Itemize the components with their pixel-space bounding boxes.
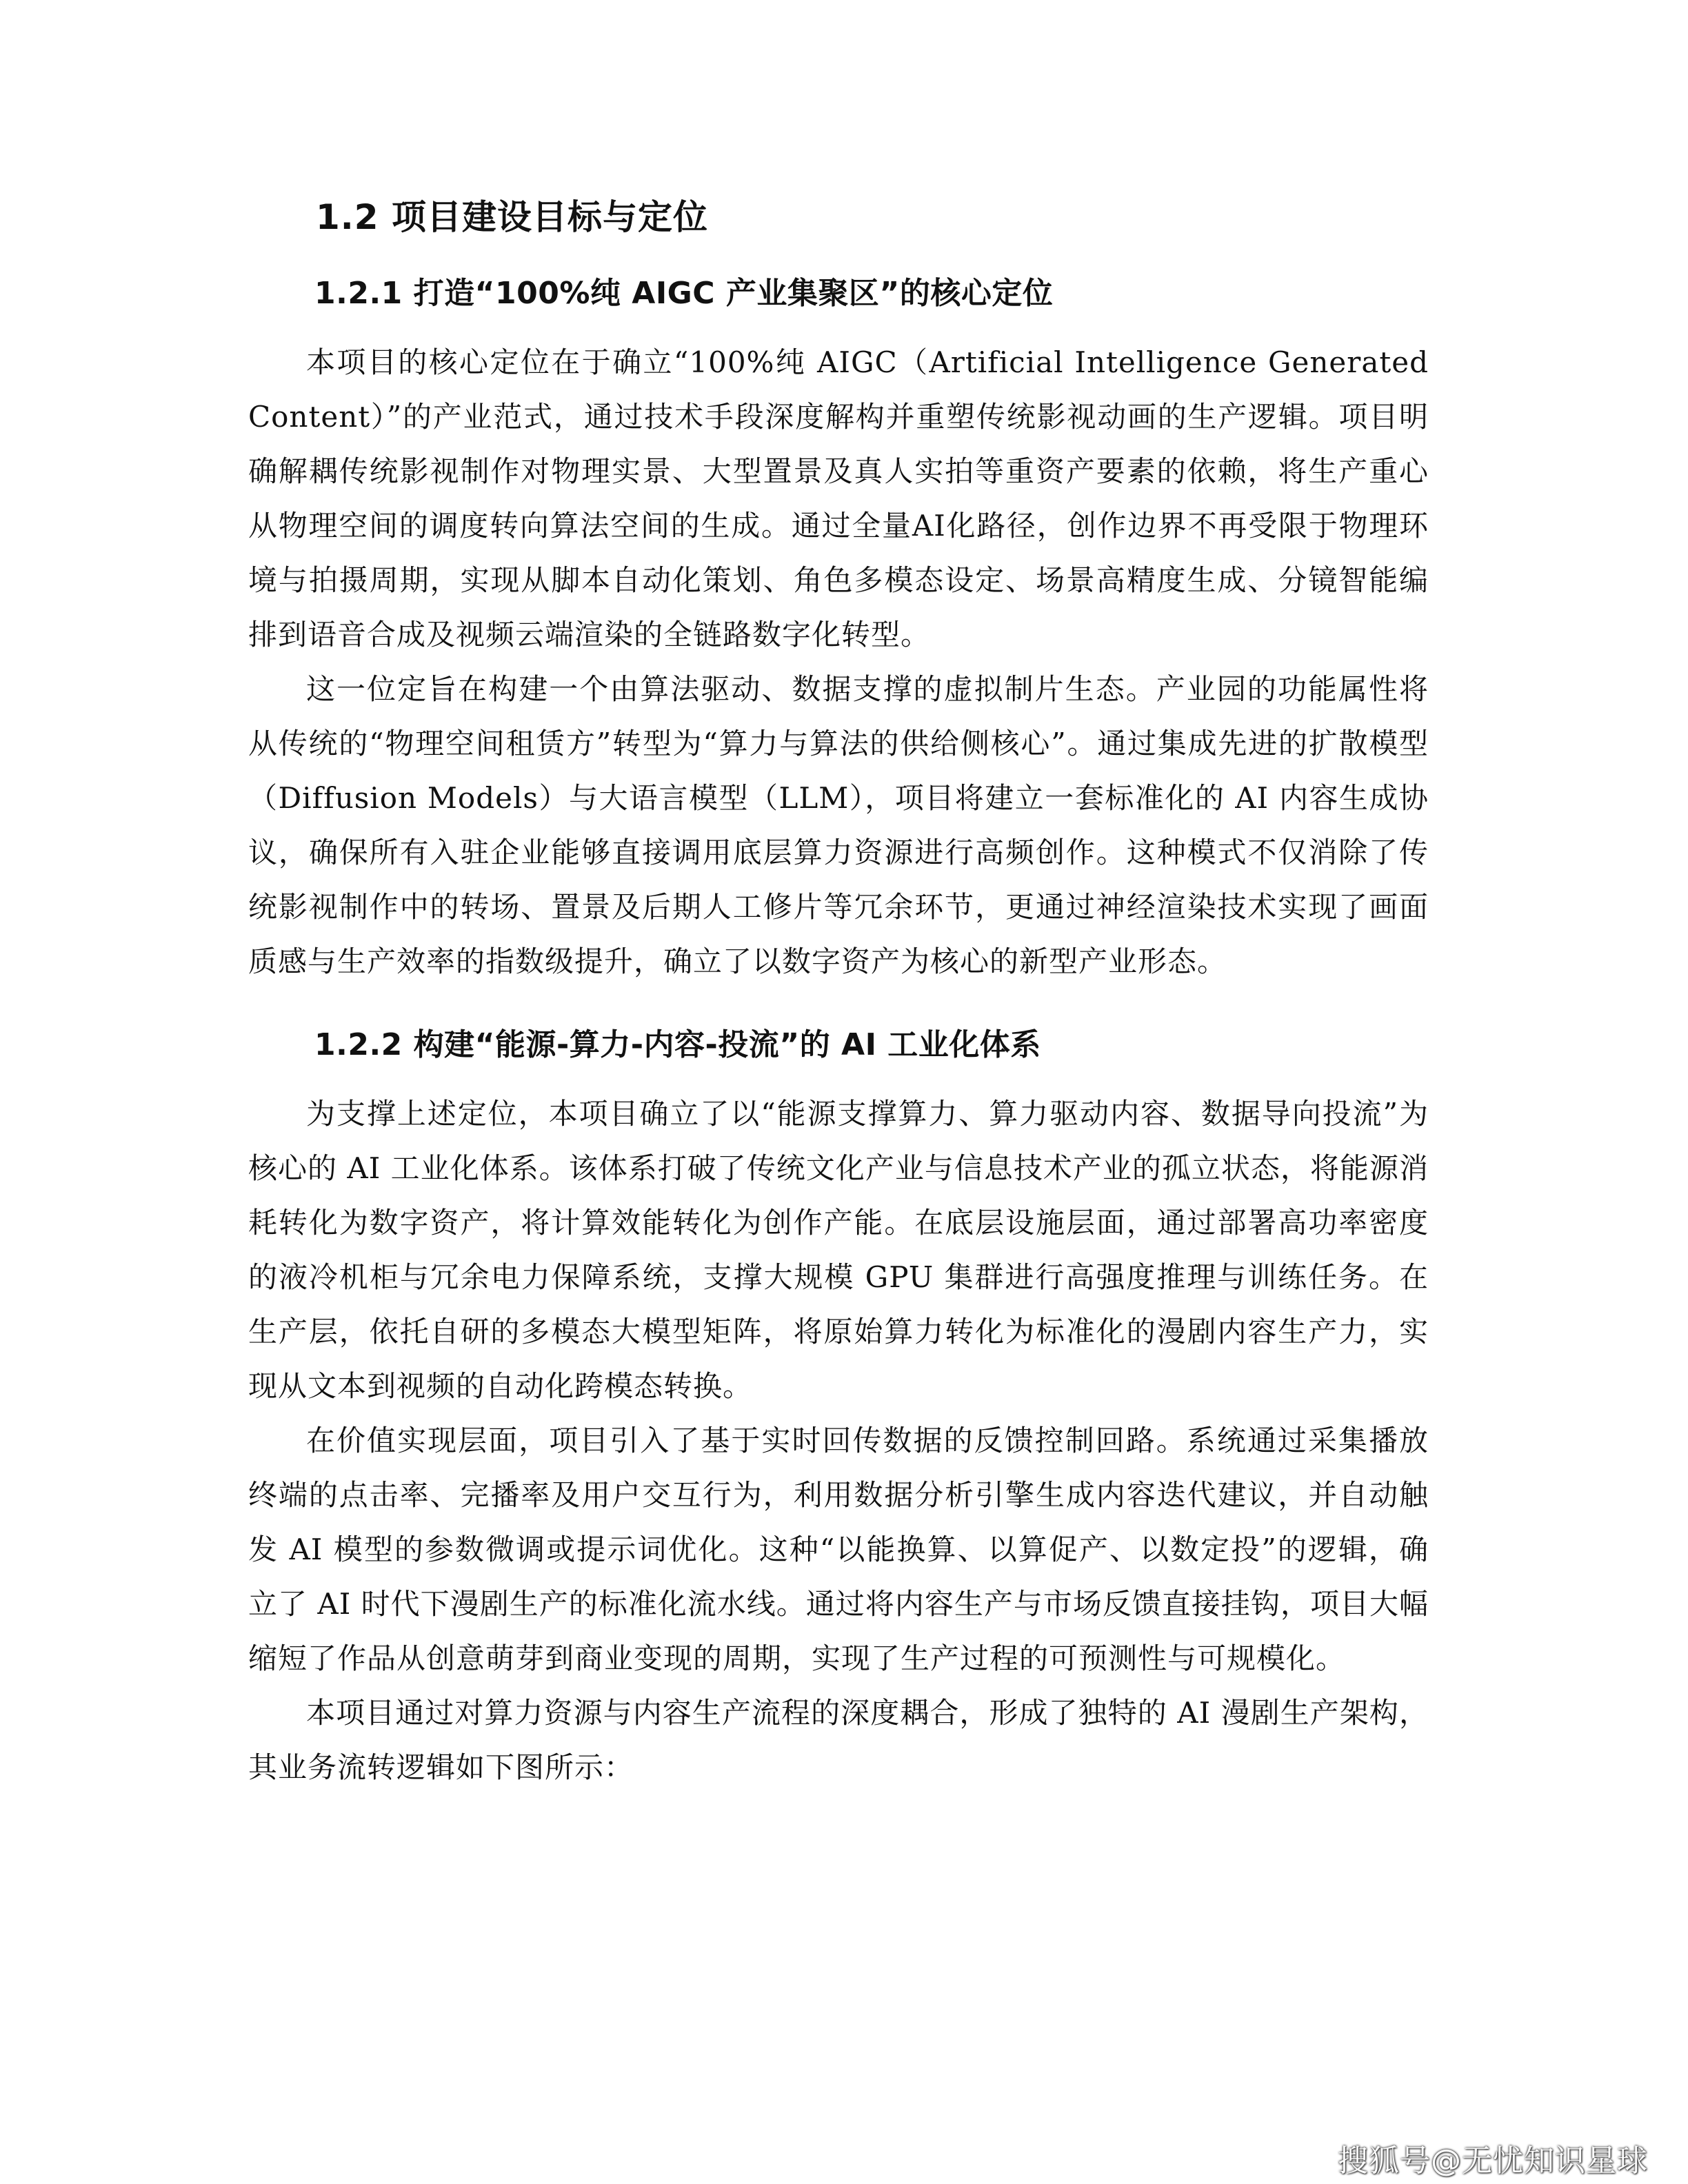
- paragraph-industrial-system-3: 本项目通过对算力资源与内容生产流程的深度耦合，形成了独特的 AI 漫剧生产架构，其业务流转逻辑如下图所示：: [248, 1696, 1429, 1784]
- watermark: 搜狐号@无忧知识星球: [1338, 2143, 1648, 2178]
- paragraph-core-positioning-2: 这一位定旨在构建一个由算法驱动、数据支撑的虚拟制片生态。产业园的功能属性将从传统的“物理空间租赁方”转型为“算力与算法的供给侧核心”。通过集成先进的扩散模型（Diffusion Models）与大语言模型（LLM），项目将建立一套标准化的 AI 内容生成协议，确保所有入驻企业能够直接调用底层算力资源进行高频创作。这种模式不仅消除了传统影视制作中的转场、置景及后期人工修片等冗余环节，更通过神经渲染技术实现了画面质感与生产效率的指数级提升，确立了以数字资产为核心的新型产业形态。: [248, 672, 1429, 978]
- paragraph-industrial-system-1: 为支撑上述定位，本项目确立了以“能源支撑算力、算力驱动内容、数据导向投流”为核心的 AI 工业化体系。该体系打破了传统文化产业与信息技术产业的孤立状态，将能源消耗转化为数字资产，将计算效能转化为创作产能。在底层设施层面，通过部署高功率密度的液冷机柜与冗余电力保障系统，支撑大规模 GPU 集群进行高强度推理与训练任务。在生产层，依托自研的多模态大模型矩阵，将原始算力转化为标准化的漫剧内容生产力，实现从文本到视频的自动化跨模态转换。: [248, 1097, 1429, 1403]
- subsection-heading-core-positioning: 1.2.1 打造“100%纯 AIGC 产业集聚区”的核心定位: [314, 276, 1054, 311]
- section-heading: 1.2 项目建设目标与定位: [316, 197, 708, 237]
- paragraph-core-positioning-1: 本项目的核心定位在于确立“100%纯 AIGC（Artificial Intelligence Generated Content）”的产业范式，通过技术手段深度解构并重塑传统影视动画的生产逻辑。项目明确解耦传统影视制作对物理实景、大型置景及真人实拍等重资产要素的依赖，将生产重心从物理空间的调度转向算法空间的生成。通过全量AI化路径，创作边界不再受限于物理环境与拍摄周期，实现从脚本自动化策划、角色多模态设定、场景高精度生成、分镜智能编排到语音合成及视频云端渲染的全链路数字化转型。: [248, 345, 1429, 651]
- subsection-heading-industrial-system: 1.2.2 构建“能源-算力-内容-投流”的 AI 工业化体系: [314, 1027, 1041, 1062]
- paragraph-industrial-system-2: 在价值实现层面，项目引入了基于实时回传数据的反馈控制回路。系统通过采集播放终端的点击率、完播率及用户交互行为，利用数据分析引擎生成内容迭代建议，并自动触发 AI 模型的参数微调或提示词优化。这种“以能换算、以算促产、以数定投”的逻辑，确立了 AI 时代下漫剧生产的标准化流水线。通过将内容生产与市场反馈直接挂钩，项目大幅缩短了作品从创意萌芽到商业变现的周期，实现了生产过程的可预测性与可规模化。: [248, 1424, 1429, 1675]
- document-content: [248, 193, 1429, 1794]
